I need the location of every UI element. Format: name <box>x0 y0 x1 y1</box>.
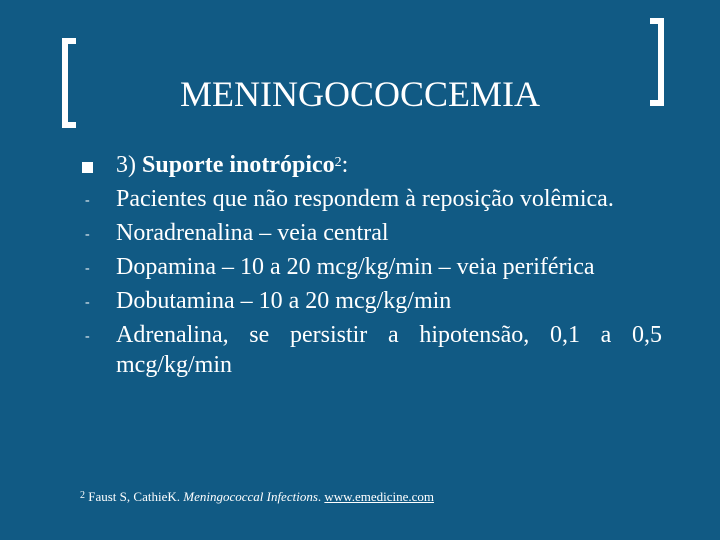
slide-title: MENINGOCOCCEMIA <box>180 74 540 114</box>
dash-bullet: - <box>85 193 90 208</box>
slide-content <box>80 150 662 384</box>
footnote-separator: . <box>317 489 325 504</box>
heading-item <box>80 150 662 180</box>
list-item <box>80 184 662 214</box>
footnote-title: Meningococcal Infections <box>183 489 318 504</box>
list-item-text: Dobutamina – 10 a 20 mcg/kg/min <box>116 288 452 314</box>
dash-bullet: - <box>85 261 90 276</box>
heading-text <box>116 150 662 180</box>
heading-footnote-ref: 2 <box>334 155 342 170</box>
list-item-text: Noradrenalina – veia central <box>116 220 389 246</box>
dash-bullet: - <box>85 295 90 310</box>
heading-suffix: : <box>341 152 349 178</box>
list-item-text: Adrenalina, se persistir a hipotensão, 0,1 a 0,5 mcg/kg/min <box>116 322 662 378</box>
square-bullet-icon <box>82 162 93 173</box>
heading-bold: Suporte inotrópico <box>142 152 335 178</box>
dash-bullet: - <box>85 227 90 242</box>
heading-prefix: 3) <box>116 152 142 178</box>
footnote-number: 2 <box>80 490 85 501</box>
footnote-authors: Faust S, CathieK. <box>85 489 184 504</box>
list-item <box>80 218 662 248</box>
list-item <box>80 286 662 316</box>
footnote <box>80 488 434 506</box>
list-item <box>80 252 662 282</box>
list-item <box>80 320 662 380</box>
dash-bullet: - <box>85 329 90 344</box>
list-item-text: Pacientes que não respondem à reposição volêmica. <box>116 186 614 212</box>
list-item-text: Dopamina – 10 a 20 mcg/kg/min – veia periférica <box>116 254 595 280</box>
footnote-link[interactable]: www.emedicine.com <box>324 489 435 504</box>
